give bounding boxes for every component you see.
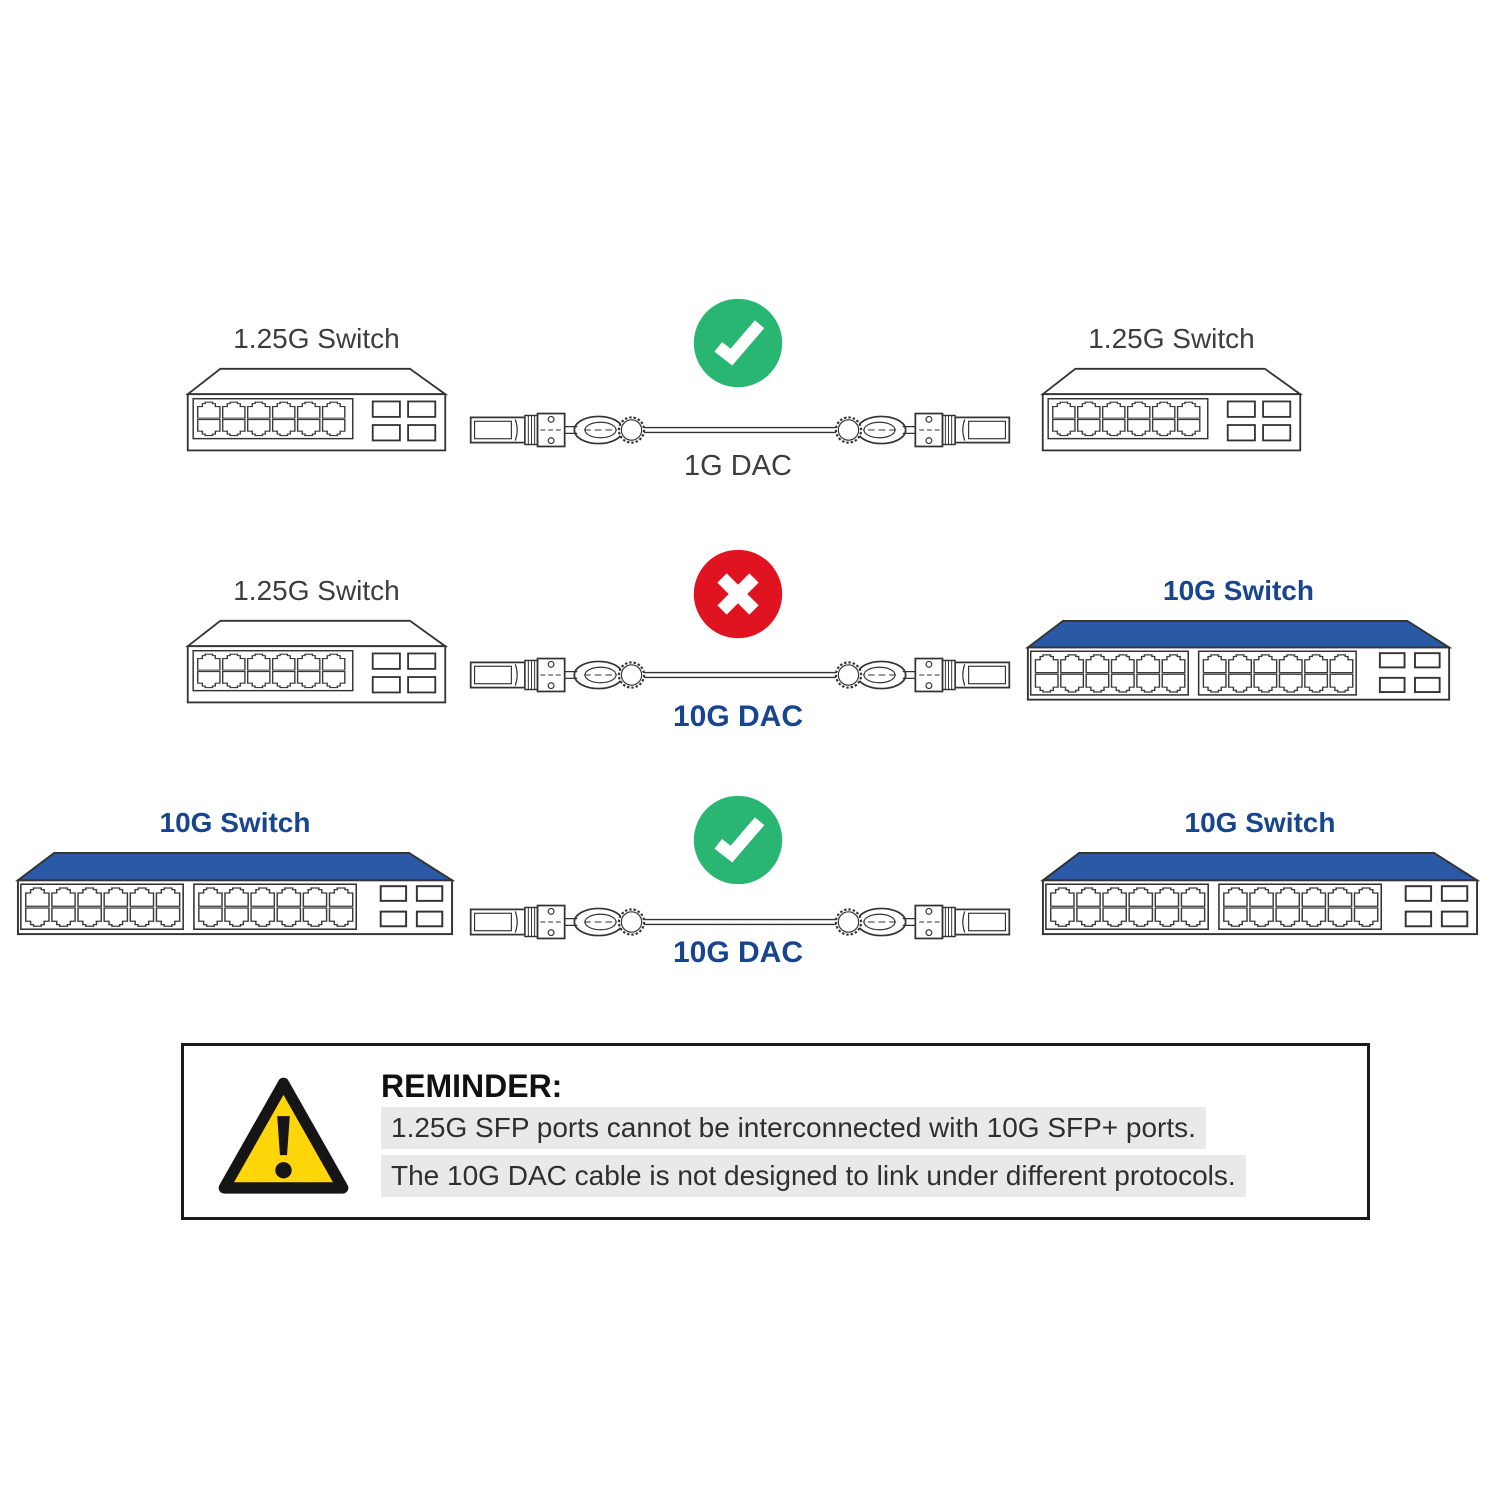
switch-1-25g-illustration — [185, 367, 448, 452]
row1-right-switch — [1040, 322, 1303, 452]
switch-10g-illustration — [15, 851, 455, 936]
row1-left-switch — [185, 322, 448, 452]
switch-label: 10G Switch — [159, 807, 311, 838]
row3-right-switch — [1040, 806, 1480, 936]
switch-10g-illustration — [1025, 619, 1452, 702]
cable-label: 1G DAC — [684, 450, 792, 482]
reminder-line-2: The 10G DAC cable is not designed to link under different protocols. — [381, 1155, 1246, 1197]
reminder-box — [181, 1043, 1370, 1220]
reminder-title: REMINDER: — [381, 1068, 563, 1104]
switch-label: 10G Switch — [1163, 575, 1314, 606]
check-circle-icon — [691, 296, 785, 390]
cross-circle-icon — [691, 547, 785, 641]
switch-label: 1.25G Switch — [233, 323, 400, 354]
cable-label: 10G DAC — [672, 936, 804, 969]
dac-cable-illustration — [468, 644, 1012, 706]
cable-label: 10G DAC — [672, 700, 804, 733]
check-circle-icon — [691, 793, 785, 887]
switch-label: 10G Switch — [1184, 807, 1336, 838]
switch-1-25g-illustration — [1040, 367, 1303, 452]
reminder-line-1: 1.25G SFP ports cannot be interconnected with 10G SFP+ ports. — [381, 1107, 1206, 1149]
row3-left-switch — [15, 806, 455, 936]
switch-label: 1.25G Switch — [1088, 323, 1255, 354]
switch-10g-illustration — [1040, 851, 1480, 936]
switch-1-25g-illustration — [185, 619, 448, 704]
switch-label: 1.25G Switch — [233, 575, 400, 606]
warning-triangle-icon — [218, 1071, 349, 1199]
row2-right-switch — [1025, 574, 1452, 702]
row2-left-switch — [185, 574, 448, 704]
